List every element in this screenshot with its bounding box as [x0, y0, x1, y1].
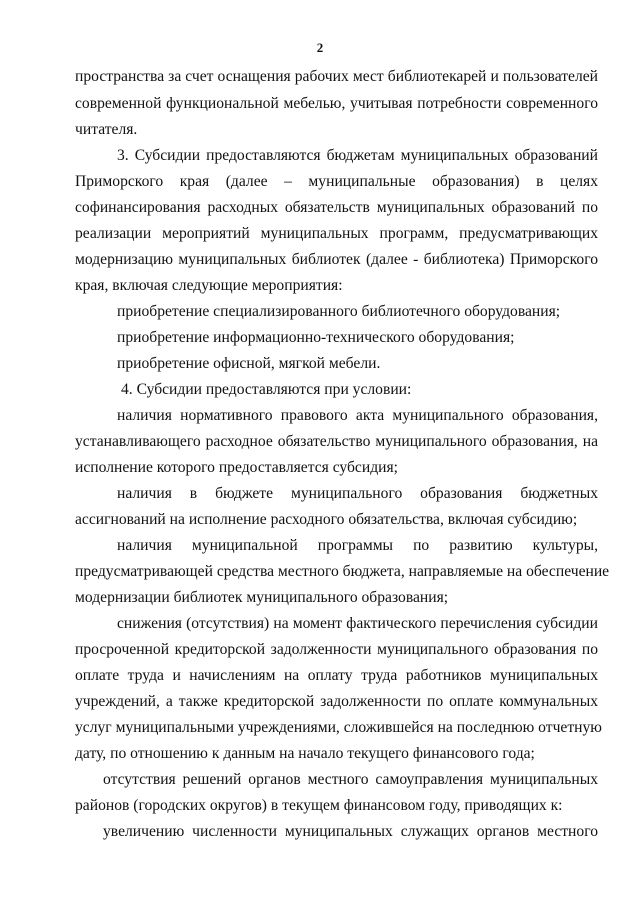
text-line: дату, по отношению к данным на начало текущего финансового года;: [75, 745, 535, 762]
paragraph-start-line: наличия муниципальной программы по развитию культуры,: [117, 537, 598, 554]
list-item-line: приобретение информационно-технического оборудования;: [117, 329, 515, 346]
paragraph-start-line: отсутствия решений органов местного самоуправления муниципальных: [103, 771, 598, 788]
paragraph-start-line: увеличению численности муниципальных служащих органов местного: [103, 823, 598, 840]
text-line: просроченной кредиторской задолженности муниципального образования по: [75, 641, 598, 658]
text-line: исполнение которого предоставляется субсидия;: [75, 459, 398, 476]
text-line: ассигнований на исполнение расходного обязательства, включая субсидию;: [75, 511, 578, 528]
text-line: пространства за счет оснащения рабочих мест библиотекарей и пользователей: [75, 68, 598, 85]
list-item-line: приобретение специализированного библиотечного оборудования;: [117, 303, 561, 320]
text-line: оплате труда и начислениям на оплату труда работников муниципальных: [75, 667, 598, 684]
text-line: устанавливающего расходное обязательство муниципального образования, на: [75, 433, 598, 450]
text-line: реализации мероприятий муниципальных программ, предусматривающих: [75, 225, 598, 242]
paragraph-start-line: наличия в бюджете муниципального образования бюджетных: [117, 485, 598, 502]
paragraph-start-line: 3. Субсидии предоставляются бюджетам муниципальных образований: [117, 147, 598, 164]
text-line: Приморского края (далее – муниципальные образования) в целях: [75, 173, 598, 190]
text-line: читателя.: [75, 121, 138, 138]
text-line: районов (городских округов) в текущем финансовом году, приводящих к:: [75, 797, 563, 814]
paragraph-start-line: снижения (отсутствия) на момент фактического перечисления субсидии: [117, 615, 598, 632]
paragraph-start-line: наличия нормативного правового акта муниципального образования,: [117, 407, 598, 424]
text-line: софинансирования расходных обязательств муниципальных образований по: [75, 199, 598, 216]
list-item-line: приобретение офисной, мягкой мебели.: [117, 355, 381, 372]
paragraph-start-line: 4. Субсидии предоставляются при условии:: [121, 381, 412, 398]
text-line: модернизацию муниципальных библиотек (далее - библиотека) Приморского: [75, 251, 598, 268]
text-line: современной функциональной мебелью, учитывая потребности современного: [75, 95, 598, 112]
text-line: учреждений, а также кредиторской задолженности по оплате коммунальных: [75, 693, 598, 710]
text-line: предусматривающей средства местного бюджета, направляемые на обеспечение: [75, 563, 610, 580]
text-line: услуг муниципальными учреждениями, сложившейся на последнюю отчетную: [75, 719, 602, 736]
text-line: модернизации библиотек муниципального образования;: [75, 589, 449, 606]
page-number: 2: [316, 40, 324, 55]
text-line: края, включая следующие мероприятия:: [75, 277, 343, 294]
